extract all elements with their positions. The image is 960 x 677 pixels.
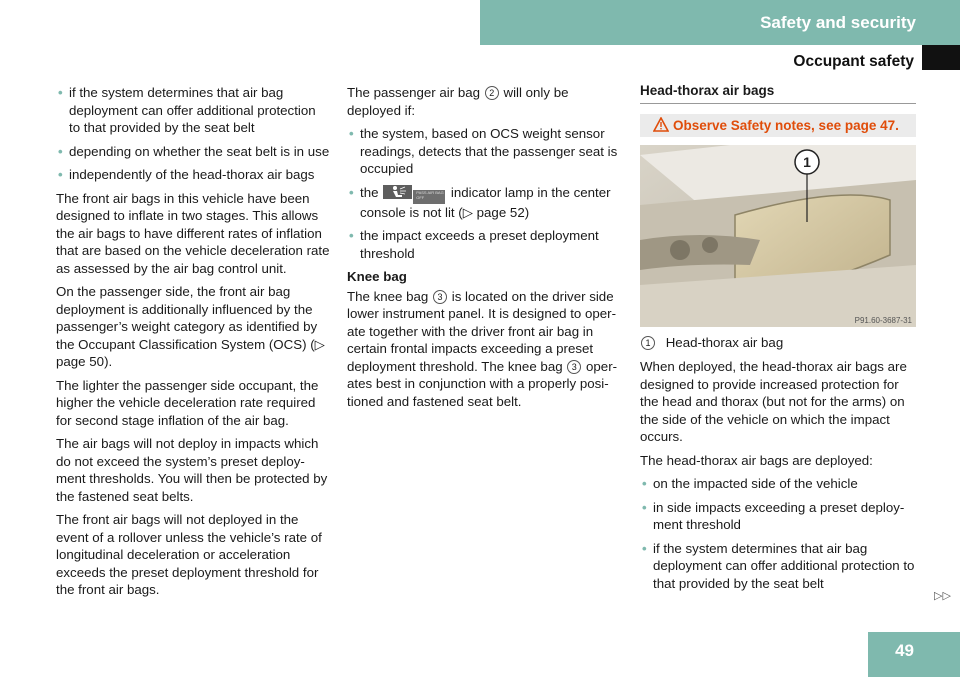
paragraph: The front air bags in this vehicle have been designed to inflate in two stages. This allows the air bags to have different rates of inflation that are based on the vehicle deceleration rate as assessed by the air bag control unit. (56, 190, 330, 276)
bullet-item: • if the system determines that air bag deployment can offer additional protection to that provided by the seat belt (56, 84, 330, 137)
column-1 (56, 84, 330, 605)
header-marker (922, 45, 960, 70)
bullet-item: • if the system determines that air bag deployment can offer additional protection to that provided by the seat belt (640, 540, 916, 593)
paragraph: On the passenger side, the front air bag deployment is additionally influenced by the passenger’s weight category as identified by the Occupant Classification System (OCS) (▷ page 50). (56, 284, 325, 369)
bullet-item: • independently of the head-thorax air bags (56, 166, 330, 184)
photo-caption (640, 334, 916, 352)
callout-number: 3 (567, 360, 581, 374)
paragraph: The air bags will not deploy in impacts which do not exceed the system’s preset deploy-ment thresholds. You will then be protected by the fastened seat belts. (56, 436, 328, 504)
warning-text: Observe Safety notes, see page 47. (673, 117, 899, 133)
bullet-item (347, 184, 623, 222)
subsection-title: Occupant safety (793, 53, 914, 70)
callout-number: 3 (433, 290, 447, 304)
section-title: Safety and security (760, 12, 916, 32)
section-header (480, 0, 960, 45)
subheading: Knee bag (347, 269, 407, 284)
section-heading: Head-thorax air bags (640, 82, 916, 104)
paragraph (347, 288, 623, 411)
callout-number: 2 (485, 86, 499, 100)
text: oper-ates best in conjunction with a properly posi-tioned and fastened seat belt. (347, 358, 618, 409)
door-panel-photo (640, 145, 916, 327)
paragraph: The lighter the passenger side occupant, the higher the vehicle deceleration rate required for second stage inflation of the air bag. (56, 377, 319, 428)
warning-icon (653, 117, 669, 133)
column-2 (347, 84, 623, 416)
paragraph (347, 84, 623, 119)
paragraph: The front air bags will not deployed in the event of a rollover unless the vehicle’s rate of longitudinal deceleration or acceleration exceeds the preset deployment threshold for the front air bags. (56, 512, 322, 597)
text: is located on the driver side lower instrument panel. It is designed to oper-ate together with the driver front air bag in certain frontal impacts exceeding a preset deployment threshold. The knee bag (347, 288, 617, 374)
bullet-item: • depending on whether the seat belt is in use (56, 143, 330, 161)
callout-number: 1 (641, 336, 655, 350)
photo-callout-label: 1 (803, 153, 811, 170)
photo-code: P91.60-3687-31 (854, 315, 912, 325)
text: will only be deployed if: (347, 85, 569, 118)
caption-text: Head-thorax air bag (665, 334, 784, 350)
text: indicator lamp in the center console is not lit (▷ page 52) (360, 184, 611, 220)
page-number: 49 (868, 632, 960, 677)
text: The passenger air bag (347, 85, 481, 100)
paragraph: The head-thorax air bags are deployed: (640, 452, 873, 468)
bullet-item: • the system, based on OCS weight sensor readings, detects that the passenger seat is occupied (347, 125, 623, 178)
paragraph: When deployed, the head-thorax air bags are designed to provide increased protection for the head and thorax (but not for the arms) on the side of the vehicle on which the impact occurs. (640, 359, 907, 444)
text: The knee bag (347, 288, 429, 304)
air-bag-off-indicator-icon: PASS AIR BAG OFF (413, 190, 445, 204)
bullet-item: • the impact exceeds a preset deployment threshold (347, 227, 623, 262)
text: the (360, 184, 379, 200)
column-3 (640, 82, 916, 598)
continue-icon: ▷▷ (934, 590, 951, 602)
passenger-seat-icon (383, 185, 412, 199)
bullet-item: • on the impacted side of the vehicle (640, 475, 916, 493)
warning-box (640, 114, 916, 137)
bullet-item: • in side impacts exceeding a preset deploy-ment threshold (640, 499, 916, 534)
